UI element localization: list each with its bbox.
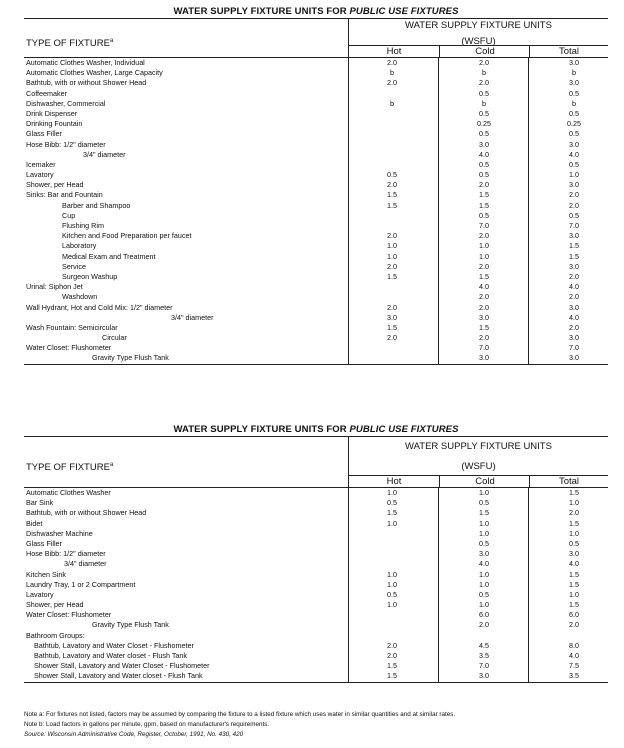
column-header-cold: Cold (439, 475, 530, 487)
cold-value: 0.5 (479, 159, 489, 169)
title-prefix: WATER SUPPLY FIXTURE UNITS FOR (173, 6, 350, 17)
fixture-label: Bar Sink (26, 498, 54, 508)
table-title (24, 6, 608, 18)
total-value: 1.5 (569, 600, 579, 610)
cold-value: 0.5 (479, 538, 489, 548)
total-value: 2.0 (569, 292, 579, 302)
cold-value: 6.0 (479, 610, 489, 620)
cold-value: 3.0 (479, 549, 489, 559)
cold-value: 0.5 (479, 129, 489, 139)
hot-value: 2.0 (387, 651, 397, 660)
table-row (24, 190, 608, 200)
total-value: 1.0 (569, 498, 579, 508)
table-row (24, 272, 608, 282)
fixture-label: Lavatory (26, 589, 54, 599)
fixture-label: Laundry Tray, 1 or 2 Compartment (26, 579, 136, 589)
hot-value: 2.0 (387, 231, 397, 241)
total-value: 6.0 (569, 610, 579, 620)
cold-value: 3.0 (479, 671, 489, 681)
table-row (24, 529, 608, 539)
cold-value: 0.5 (479, 589, 489, 599)
fixture-label: Bathtub, Lavatory and Water closet - Flush Tank (34, 651, 188, 660)
hot-value: 1.0 (387, 518, 397, 528)
fixture-label: Service (62, 261, 86, 271)
wsfu-unit: (WSFU) (461, 461, 496, 472)
cold-value: 3.5 (479, 651, 489, 660)
table-row (24, 549, 608, 559)
hot-value: 1.0 (387, 241, 397, 251)
total-value: 1.5 (569, 241, 579, 251)
fixture-label: Shower, per Head (26, 180, 84, 190)
cold-value: 1.0 (479, 241, 489, 251)
total-value: 2.0 (569, 322, 579, 332)
total-value: 8.0 (569, 640, 579, 650)
fixture-label: 3/4" diameter (83, 149, 126, 159)
cold-value: 4.0 (479, 149, 489, 159)
fixture-label: Bidet (26, 518, 43, 528)
total-value: 2.0 (569, 271, 579, 281)
hot-value: 1.0 (387, 488, 397, 497)
hot-value: 1.0 (387, 600, 397, 610)
hot-value: b (390, 68, 394, 78)
fixture-label: Dishwasher, Commercial (26, 98, 106, 108)
total-value: 1.0 (569, 528, 579, 538)
table-row (24, 651, 608, 661)
note-b: Note b: Load factors in gallons per minute, gpm, based on manufacturer's requirements. (24, 721, 270, 728)
table-row (24, 140, 608, 150)
total-value: 3.0 (569, 180, 579, 190)
fixture-label: Water Closet: Flushometer (26, 343, 112, 353)
fixture-label: Gravity Type Flush Tank (92, 620, 169, 630)
cold-value: 2.0 (479, 292, 489, 302)
table-row (24, 488, 608, 498)
table-body (24, 58, 608, 365)
source-citation: Source: Wisconsin Administrative Code, Register, October, 1991, No. 430, 420 (24, 731, 244, 738)
total-value: 3.0 (569, 353, 579, 363)
table-row (24, 58, 608, 68)
fixture-label: Kitchen and Food Preparation per faucet (62, 231, 192, 241)
column-header-hot: Hot (349, 475, 439, 487)
cold-value: 2.0 (479, 231, 489, 241)
table-row (24, 353, 608, 363)
table-row (24, 313, 608, 323)
table-row (24, 282, 608, 292)
table-public-use-2 (24, 424, 608, 683)
table-row (24, 231, 608, 241)
table-row (24, 180, 608, 190)
total-value: 2.0 (569, 508, 579, 518)
column-header-total: Total (529, 475, 608, 487)
table-row (24, 201, 608, 211)
table-row (24, 570, 608, 580)
cold-value: 3.0 (479, 139, 489, 149)
total-value: 0.5 (569, 210, 579, 220)
cold-value: 2.0 (479, 302, 489, 312)
title-emphasis: PUBLIC USE FIXTURES (349, 6, 459, 17)
cold-value: 1.0 (479, 569, 489, 579)
hot-value: 2.0 (387, 180, 397, 190)
wsfu-header: WATER SUPPLY FIXTURE UNITS (405, 20, 552, 31)
total-value: 0.5 (569, 108, 579, 118)
total-value: 1.0 (569, 589, 579, 599)
total-value: 1.5 (569, 518, 579, 528)
column-header-hot: Hot (349, 45, 439, 57)
total-value: 2.0 (569, 190, 579, 200)
table-row (24, 508, 608, 518)
fixture-label: Hose Bibb: 1/2" diameter (26, 139, 106, 149)
table-row (24, 580, 608, 590)
fixture-label: Sinks: Bar and Fountain (26, 190, 103, 200)
cold-value: 1.0 (479, 251, 489, 261)
total-value: 1.5 (569, 579, 579, 589)
total-value: 3.0 (569, 78, 579, 88)
total-value: 3.0 (569, 231, 579, 241)
table-row (24, 343, 608, 353)
total-value: 3.5 (569, 671, 579, 681)
cold-value: 1.5 (479, 508, 489, 518)
fixture-label: Bathtub, with or without Shower Head (26, 508, 147, 518)
type-of-fixture-header: TYPE OF FIXTURE$^a$ (26, 37, 114, 49)
fixture-label: Bathtub, with or without Shower Head (26, 78, 147, 88)
table-row (24, 150, 608, 160)
cold-value: 2.0 (479, 78, 489, 88)
hot-value: 1.5 (387, 508, 397, 518)
footnotes (24, 710, 614, 740)
hot-value: 1.0 (387, 251, 397, 261)
total-value: 7.5 (569, 661, 579, 671)
cold-value: 1.5 (479, 271, 489, 281)
table-row (24, 641, 608, 651)
cold-value: 0.5 (479, 210, 489, 220)
fixture-label: Cup (62, 210, 76, 220)
fixture-label: Bathroom Groups: (26, 630, 85, 640)
fixture-label: Gravity Type Flush Tank (92, 353, 169, 363)
cold-value: 0.5 (479, 88, 489, 98)
fixture-label: Automatic Clothes Washer, Large Capacity (26, 68, 163, 78)
hot-value: b (390, 98, 394, 108)
cold-value: 0.25 (477, 119, 491, 129)
cold-value: 0.5 (479, 170, 489, 180)
table-row (24, 170, 608, 180)
cold-value: 2.0 (479, 261, 489, 271)
total-value: 0.5 (569, 129, 579, 139)
table-row (24, 119, 608, 129)
total-value: 3.0 (569, 58, 579, 67)
fixture-label: Shower Stall, Lavatory and Water closet - Flush Tank (34, 671, 203, 681)
hot-value: 1.5 (387, 271, 397, 281)
table-row (24, 661, 608, 671)
fixture-label: Medical Exam and Treatment (62, 251, 156, 261)
hot-value: 1.0 (387, 579, 397, 589)
hot-value: 1.5 (387, 190, 397, 200)
cold-value: b (482, 68, 486, 78)
hot-value: 0.5 (387, 589, 397, 599)
table-row (24, 498, 608, 508)
table-row (24, 323, 608, 333)
hot-value: 1.5 (387, 322, 397, 332)
table-row (24, 333, 608, 343)
fixture-label: Bathtub, Lavatory and Water Closet - Flushometer (34, 640, 194, 650)
fixture-label: Flushing Rim (62, 221, 104, 230)
fixture-label: 3/4" diameter (171, 312, 214, 322)
total-value: 1.5 (569, 488, 579, 497)
hot-value: 2.0 (387, 302, 397, 312)
total-value: 4.0 (569, 312, 579, 322)
fixture-label: Automatic Clothes Washer (26, 488, 111, 497)
fixture-label: 3/4" diameter (64, 559, 107, 569)
cold-value: 1.0 (479, 488, 489, 497)
total-value: 7.0 (569, 343, 579, 353)
table-row (24, 671, 608, 681)
fixture-label: Glass Filler (26, 129, 62, 139)
cold-value: 7.0 (479, 221, 489, 230)
fixture-label: Washdown (62, 292, 98, 302)
total-value: 1.5 (569, 251, 579, 261)
fixture-label: Circular (102, 333, 127, 343)
total-value: 0.25 (567, 119, 581, 129)
fixture-label: Dishwasher Machine (26, 528, 93, 538)
table-row (24, 631, 608, 641)
table-row (24, 539, 608, 549)
total-value: 3.0 (569, 261, 579, 271)
total-value: 3.0 (569, 139, 579, 149)
table-header (24, 436, 608, 488)
table-row (24, 160, 608, 170)
hot-value: 2.0 (387, 58, 397, 67)
fixture-label: Hose Bibb: 1/2" diameter (26, 549, 106, 559)
fixture-label: Urinal: Siphon Jet (26, 282, 83, 292)
cold-value: 4.0 (479, 282, 489, 292)
fixture-label: Barber and Shampoo (62, 200, 131, 210)
table-row (24, 211, 608, 221)
table-row (24, 89, 608, 99)
table-public-use-1 (24, 6, 608, 365)
cold-value: 7.0 (479, 661, 489, 671)
wsfu-header-group (348, 19, 608, 57)
table-row (24, 519, 608, 529)
total-value: 4.0 (569, 282, 579, 292)
hot-value: 2.0 (387, 261, 397, 271)
total-value: 0.5 (569, 88, 579, 98)
hot-value: 1.5 (387, 661, 397, 671)
cold-value: 7.0 (479, 343, 489, 353)
total-value: 3.0 (569, 549, 579, 559)
cold-value: 4.0 (479, 559, 489, 569)
cold-value: 1.5 (479, 200, 489, 210)
hot-value: 3.0 (387, 312, 397, 322)
table-title (24, 424, 608, 436)
total-value: 2.0 (569, 200, 579, 210)
fixture-label: Drink Dispenser (26, 108, 78, 118)
fixture-label: Kitchen Sink (26, 569, 66, 579)
total-value: b (572, 68, 576, 78)
hot-value: 0.5 (387, 170, 397, 180)
cold-value: 0.5 (479, 108, 489, 118)
table-row (24, 252, 608, 262)
total-value: 0.5 (569, 538, 579, 548)
total-value: 1.0 (569, 170, 579, 180)
table-row (24, 262, 608, 272)
fixture-label: Icemaker (26, 159, 56, 169)
fixture-label: Shower, per Head (26, 600, 84, 610)
cold-value: 1.5 (479, 190, 489, 200)
fixture-label: Shower Stall, Lavatory and Water Closet - Flushometer (34, 661, 210, 671)
hot-value: 2.0 (387, 640, 397, 650)
total-value: 4.0 (569, 651, 579, 660)
cold-value: 3.0 (479, 312, 489, 322)
footnote-marker: a (109, 461, 114, 468)
fixture-label: Glass Filler (26, 538, 62, 548)
column-header-cold: Cold (439, 45, 530, 57)
wsfu-header: WATER SUPPLY FIXTURE UNITS (405, 441, 552, 452)
table-row (24, 241, 608, 251)
column-header-total: Total (529, 45, 608, 57)
fixture-label: Lavatory (26, 170, 54, 180)
table-row (24, 221, 608, 231)
fixture-label: Wall Hydrant, Hot and Cold Mix: 1/2" diameter (26, 302, 173, 312)
fixture-label: Wash Fountain: Semicircular (26, 322, 118, 332)
table-row (24, 600, 608, 610)
cold-value: 4.5 (479, 640, 489, 650)
total-value: 4.0 (569, 149, 579, 159)
table-row (24, 610, 608, 620)
title-prefix: WATER SUPPLY FIXTURE UNITS FOR (173, 424, 350, 435)
fixture-label: Laboratory (62, 241, 97, 251)
cold-value: 1.5 (479, 322, 489, 332)
fixture-label: Water Closet: Flushometer (26, 610, 112, 620)
table-body (24, 488, 608, 683)
hot-value: 0.5 (387, 498, 397, 508)
wsfu-header-group (348, 437, 608, 487)
total-value: 7.0 (569, 221, 579, 230)
table-row (24, 99, 608, 109)
cold-value: 2.0 (479, 58, 489, 67)
cold-value: 1.0 (479, 579, 489, 589)
total-value: 4.0 (569, 559, 579, 569)
hot-value: 2.0 (387, 78, 397, 88)
footnote-marker: a (109, 37, 114, 44)
cold-value: b (482, 98, 486, 108)
cold-value: 2.0 (479, 333, 489, 343)
table-row (24, 109, 608, 119)
cold-value: 2.0 (479, 180, 489, 190)
fixture-label: Coffeemaker (26, 88, 68, 98)
total-value: 3.0 (569, 302, 579, 312)
table-row (24, 620, 608, 630)
table-row (24, 292, 608, 302)
table-row (24, 559, 608, 569)
hot-value: 1.0 (387, 569, 397, 579)
fixture-label: Drinking Fountain (26, 119, 83, 129)
table-header (24, 18, 608, 58)
fixture-label: Automatic Clothes Washer, Individual (26, 58, 145, 67)
cold-value: 3.0 (479, 353, 489, 363)
note-a: Note a: For fixtures not listed, factors may be assumed by comparing the fixture to a listed fixture which uses water in similar quantities and at similar rates. (24, 711, 456, 718)
hot-value: 1.5 (387, 200, 397, 210)
cold-value: 2.0 (479, 620, 489, 630)
type-of-fixture-header: TYPE OF FIXTURE$^a$ (26, 461, 114, 473)
title-emphasis: PUBLIC USE FIXTURES (349, 424, 459, 435)
table-row (24, 78, 608, 88)
table-row (24, 303, 608, 313)
total-value: 3.0 (569, 333, 579, 343)
table-row (24, 68, 608, 78)
hot-value: 2.0 (387, 333, 397, 343)
cold-value: 0.5 (479, 498, 489, 508)
hot-value: 1.5 (387, 671, 397, 681)
table-row (24, 129, 608, 139)
fixture-label: Surgeon Washup (62, 271, 118, 281)
total-value: 2.0 (569, 620, 579, 630)
total-value: 0.5 (569, 159, 579, 169)
total-value: b (572, 98, 576, 108)
cold-value: 1.0 (479, 528, 489, 538)
total-value: 1.5 (569, 569, 579, 579)
cold-value: 1.0 (479, 600, 489, 610)
cold-value: 1.0 (479, 518, 489, 528)
table-row (24, 590, 608, 600)
wsfu-unit: (WSFU) (461, 36, 496, 47)
